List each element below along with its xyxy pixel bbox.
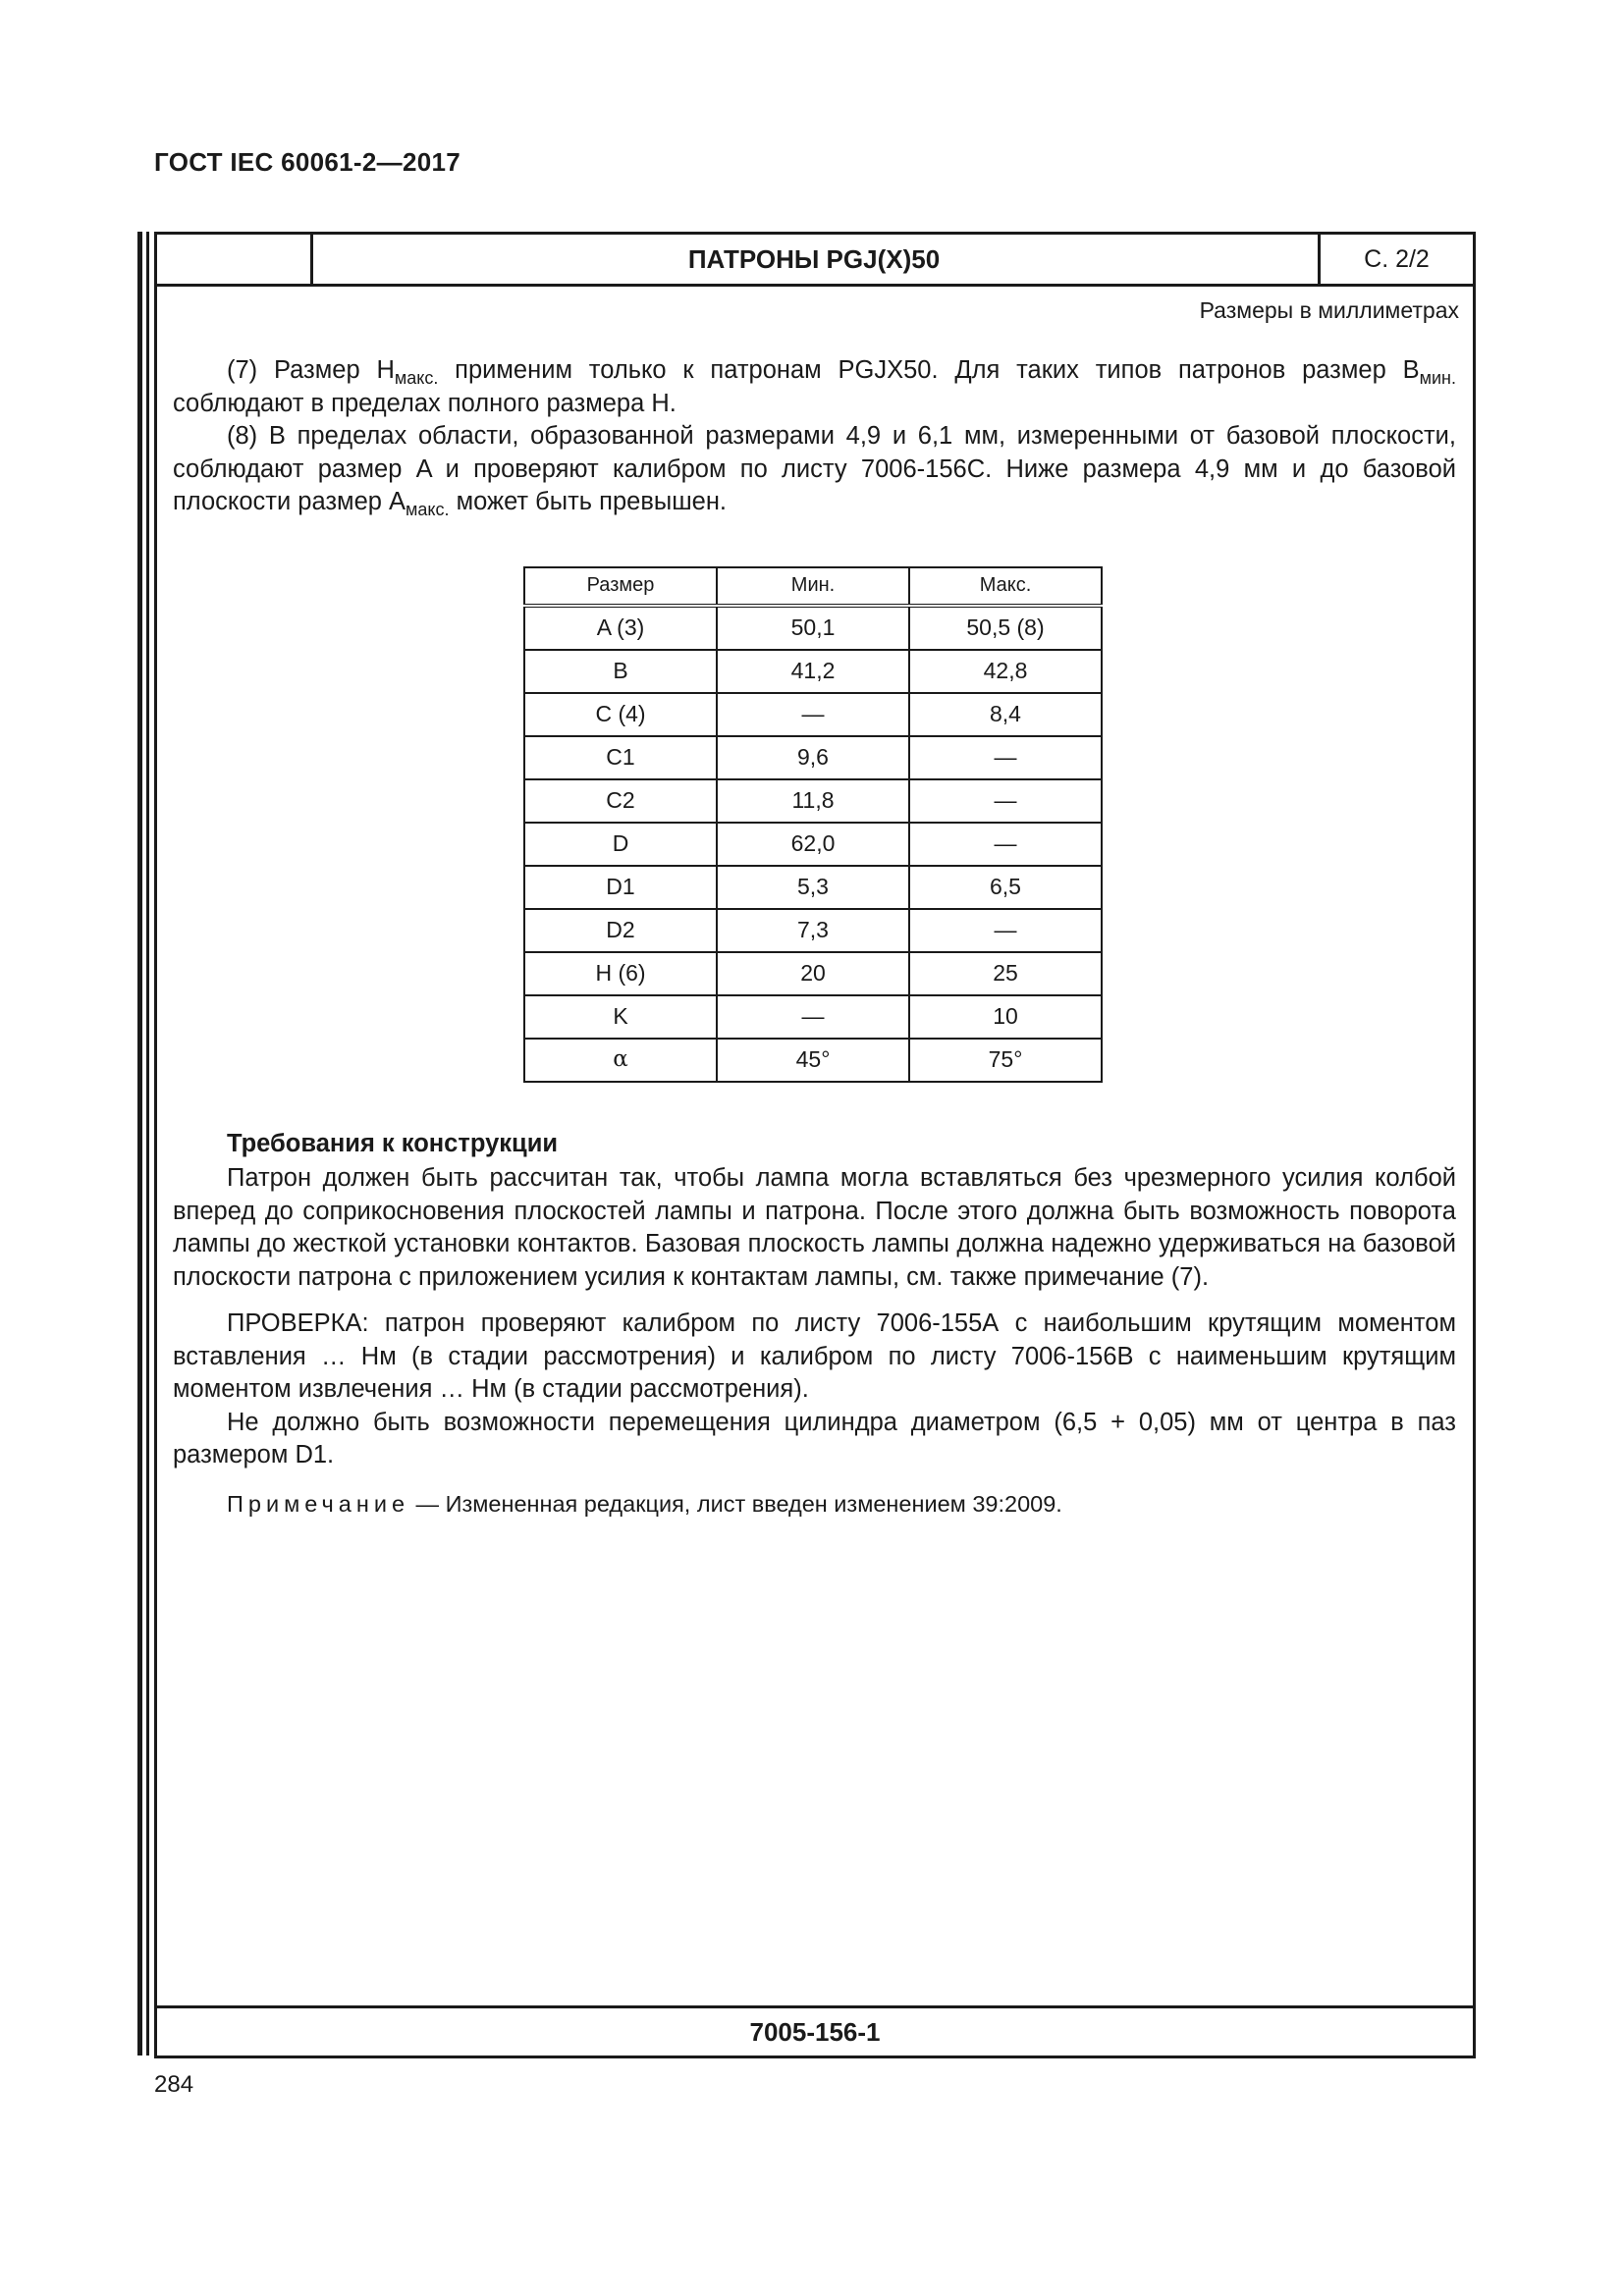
cell-max: — (909, 909, 1102, 952)
cell-min: 7,3 (717, 909, 909, 952)
verification-paragraph: ПРОВЕРКА: патрон проверяют калибром по листу 7006-155А с наибольшим крутящим моментом вставления … Нм (в стадии рассмотрения) и калибром по листу 7006-156В с наименьшим крутящим моментом извлечения … Нм (в стадии рассмотрения). (173, 1309, 1456, 1403)
table-row (524, 866, 1102, 909)
amendment-note (227, 1488, 1456, 1522)
table-row (524, 650, 1102, 693)
cell-size: α (524, 1039, 717, 1082)
note-7-text-3: соблюдают в пределах полного размера H. (173, 389, 677, 417)
page-number: 284 (154, 2071, 194, 2098)
cell-max: 50,5 (8) (909, 606, 1102, 650)
table-row (524, 909, 1102, 952)
note-7-sub-1: макс. (394, 368, 439, 389)
note-8-text-1: (8) В пределах области, образованной размерами 4,9 и 6,1 мм, измеренными от базовой плоскости, соблюдают размер A и проверяют калибром по листу 7006-156С. Ниже размера 4,9 мм и до базовой плоскости размер A (173, 422, 1456, 515)
table-row (524, 952, 1102, 995)
title-empty-cell (157, 235, 313, 284)
cell-max: 6,5 (909, 866, 1102, 909)
cell-min: 5,3 (717, 866, 909, 909)
dimensions-table (523, 566, 1103, 1083)
cell-min: 9,6 (717, 736, 909, 779)
cell-min: 41,2 (717, 650, 909, 693)
units-note: Размеры в миллиметрах (1199, 297, 1459, 323)
cell-min: 11,8 (717, 779, 909, 823)
requirements-heading: Требования к конструкции (227, 1129, 559, 1157)
note-8-sub-1: макс. (406, 500, 450, 520)
sheet-page-label: С. 2/2 (1318, 235, 1473, 284)
sheet-content (173, 354, 1456, 1521)
note-text: — Измененная редакция, лист введен изменением 39:2009. (409, 1490, 1062, 1517)
note-7 (173, 354, 1456, 420)
cell-max: — (909, 823, 1102, 866)
cell-max: 8,4 (909, 693, 1102, 736)
requirements-paragraph-3: Не должно быть возможности перемещения цилиндра диаметром (6,5 + 0,05) мм от центра в паз размером D1. (173, 1408, 1456, 1468)
table-row (524, 823, 1102, 866)
cell-size: C1 (524, 736, 717, 779)
note-7-sub-2: мин. (1419, 368, 1456, 389)
column-header-max: Макс. (909, 567, 1102, 606)
cell-size: A (3) (524, 606, 717, 650)
note-label: Примечание (227, 1490, 410, 1517)
cell-min: 62,0 (717, 823, 909, 866)
requirements-paragraph-1: Патрон должен быть рассчитан так, чтобы лампа могла вставляться без чрезмерного усилия колбой вперед до соприкосновения плоскостей лампы и патрона. После этого должна быть возможность поворота лампы до жесткой установки контактов. Базовая плоскость лампы должна надежно удерживаться на базовой плоскости патрона с приложением усилия к контактам лампы, см. также примечание (7). (173, 1164, 1456, 1291)
cell-max: 75° (909, 1039, 1102, 1082)
cell-size: C2 (524, 779, 717, 823)
cell-size: C (4) (524, 693, 717, 736)
cell-max: 10 (909, 995, 1102, 1039)
note-7-text-1: (7) Размер H (227, 356, 395, 384)
table-row (524, 779, 1102, 823)
sheet-code: 7005-156-1 (157, 2005, 1473, 2056)
cell-max: — (909, 736, 1102, 779)
cell-min: 20 (717, 952, 909, 995)
margin-rule-outer (137, 232, 142, 2056)
cell-size: B (524, 650, 717, 693)
table-row (524, 995, 1102, 1039)
column-header-min: Мин. (717, 567, 909, 606)
table-row (524, 736, 1102, 779)
sheet-title-row (157, 235, 1473, 287)
note-8-text-2: может быть превышен. (449, 488, 728, 515)
sheet-frame (154, 232, 1476, 2058)
table-row (524, 606, 1102, 650)
cell-min: — (717, 693, 909, 736)
note-8 (173, 420, 1456, 519)
cell-min: 50,1 (717, 606, 909, 650)
cell-size: D2 (524, 909, 717, 952)
cell-size: K (524, 995, 717, 1039)
cell-max: — (909, 779, 1102, 823)
cell-size: D (524, 823, 717, 866)
note-7-text-2: применим только к патронам PGJX50. Для таких типов патронов размер B (438, 356, 1420, 384)
table-row (524, 693, 1102, 736)
table-row (524, 1039, 1102, 1082)
cell-min: — (717, 995, 909, 1039)
cell-max: 42,8 (909, 650, 1102, 693)
cell-size: D1 (524, 866, 717, 909)
table-header-row (524, 567, 1102, 606)
document-header: ГОСТ IEC 60061-2—2017 (154, 147, 460, 177)
margin-rule-inner (146, 232, 149, 2056)
sheet-title: ПАТРОНЫ PGJ(X)50 (687, 243, 941, 274)
cell-max: 25 (909, 952, 1102, 995)
cell-size: H (6) (524, 952, 717, 995)
cell-min: 45° (717, 1039, 909, 1082)
column-header-size: Размер (524, 567, 717, 606)
